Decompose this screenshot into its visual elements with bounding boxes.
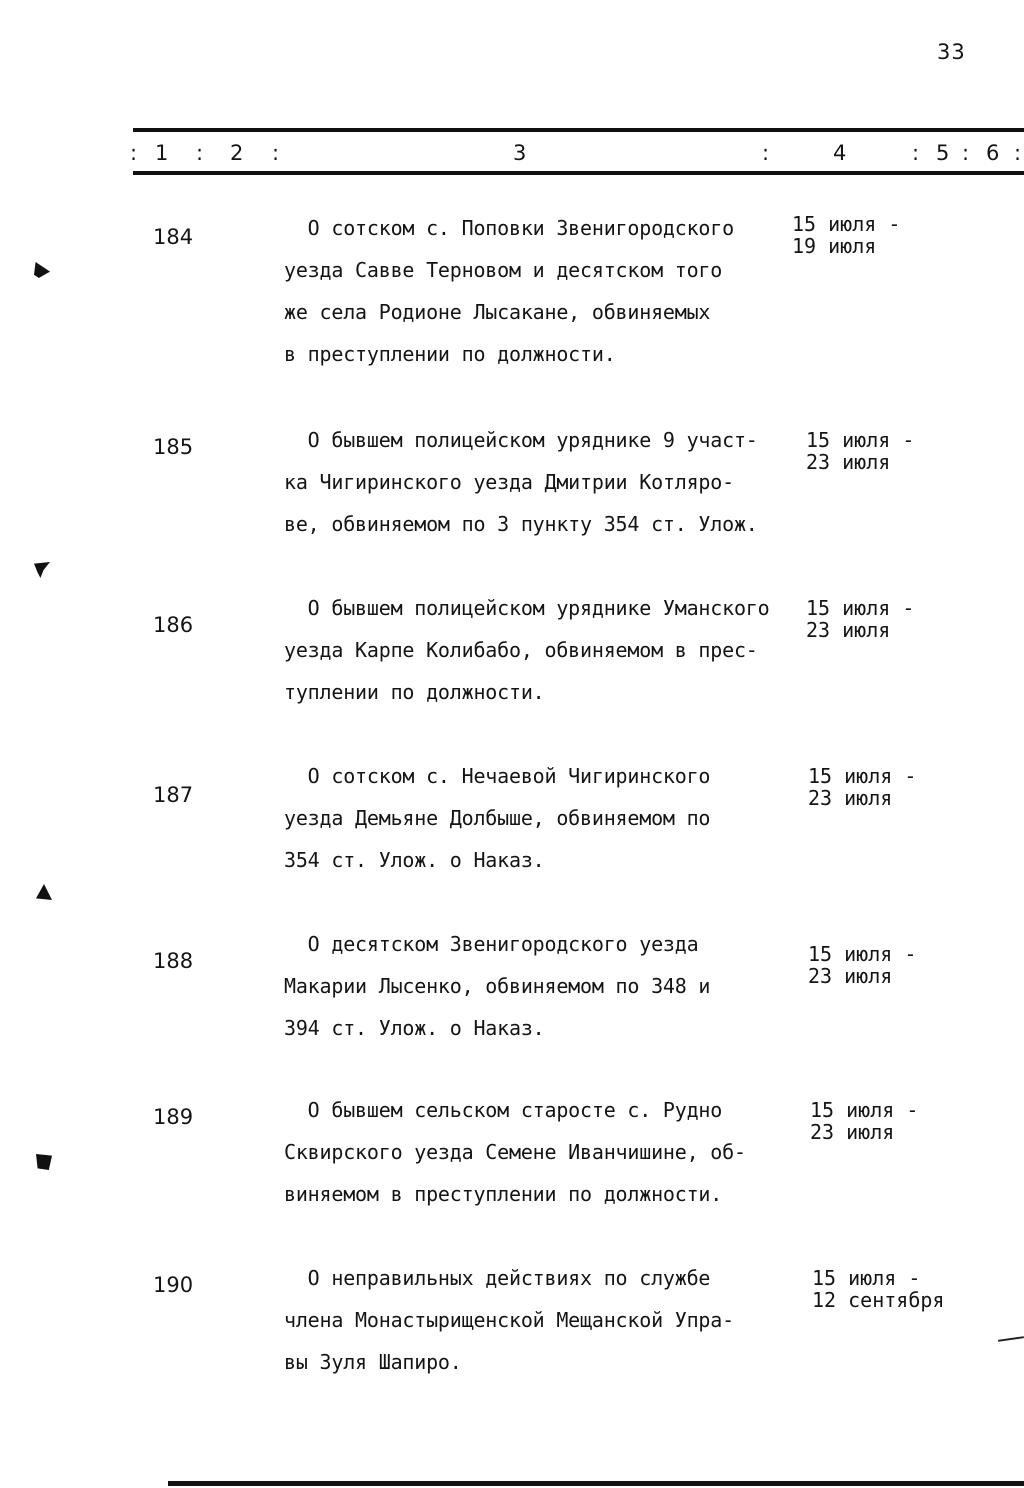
- margin-ink-mark-icon: [34, 262, 50, 278]
- margin-ink-mark-icon: [34, 562, 50, 578]
- footer-rule: [168, 1481, 1024, 1486]
- entry-number: 188: [153, 949, 194, 973]
- stray-pen-stroke: [998, 1336, 1024, 1342]
- column-header-2: 2: [230, 141, 244, 165]
- entry-description: О бывшем сельском старосте с. Рудно Сквирского уезда Семене Иванчишине, об- виняемом в преступлении по должности.: [284, 1098, 746, 1206]
- column-header-1: 1: [155, 141, 169, 165]
- header-bottom-rule: [133, 171, 1024, 175]
- margin-ink-mark-icon: [36, 1154, 52, 1170]
- entry-description: О бывшем полицейском уряднике 9 участ- ка Чигиринского уезда Дмитрии Котляро- ве, обвиняемом по 3 пункту 354 ст. Улож.: [284, 428, 758, 536]
- header-top-rule: [133, 128, 1024, 132]
- column-separator: :: [130, 141, 138, 165]
- entry-number: 190: [153, 1273, 194, 1297]
- column-header-6: 6: [986, 141, 1000, 165]
- column-separator: :: [196, 141, 204, 165]
- page-number: 33: [937, 40, 966, 64]
- column-separator: :: [272, 141, 280, 165]
- column-separator: :: [1014, 141, 1022, 165]
- entry-dates: 15 июля - 23 июля: [806, 596, 915, 642]
- margin-ink-mark-icon: [36, 884, 52, 900]
- column-header-4: 4: [833, 141, 847, 165]
- entry-number: 186: [153, 613, 194, 637]
- entry-dates: 15 июля - 23 июля: [808, 942, 917, 988]
- column-separator: :: [962, 141, 970, 165]
- entry-dates: 15 июля - 23 июля: [808, 764, 917, 810]
- entry-dates: 15 июля - 12 сентября: [812, 1266, 945, 1312]
- entry-description: О сотском с. Нечаевой Чигиринского уезда Демьяне Долбыше, обвиняемом по 354 ст. Улож. о Наказ.: [284, 764, 711, 872]
- entry-description: О неправильных действиях по службе члена Монастырищенской Мещанской Упра- вы Зуля Шапиро.: [284, 1266, 734, 1374]
- entry-description: О десятском Звенигородского уезда Макарии Лысенко, обвиняемом по 348 и 394 ст. Улож. о Наказ.: [284, 932, 711, 1040]
- column-separator: :: [762, 141, 770, 165]
- column-header-3: 3: [513, 141, 527, 165]
- entry-dates: 15 июля - 23 июля: [810, 1098, 919, 1144]
- column-separator: :: [912, 141, 920, 165]
- entry-dates: 15 июля - 23 июля: [806, 428, 915, 474]
- entry-number: 185: [153, 435, 194, 459]
- table-header-row: [0, 141, 1024, 169]
- column-header-5: 5: [936, 141, 950, 165]
- entry-number: 189: [153, 1105, 194, 1129]
- entry-number: 184: [153, 225, 194, 249]
- entry-description: О сотском с. Поповки Звенигородского уезда Савве Терновом и десятском того же села Родионе Лысакане, обвиняемых в преступлении по должности.: [284, 216, 734, 366]
- entry-description: О бывшем полицейском уряднике Уманского уезда Карпе Колибабо, обвиняемом в прес- туплении по должности.: [284, 596, 770, 704]
- entry-dates: 15 июля - 19 июля: [792, 212, 901, 258]
- entry-number: 187: [153, 783, 194, 807]
